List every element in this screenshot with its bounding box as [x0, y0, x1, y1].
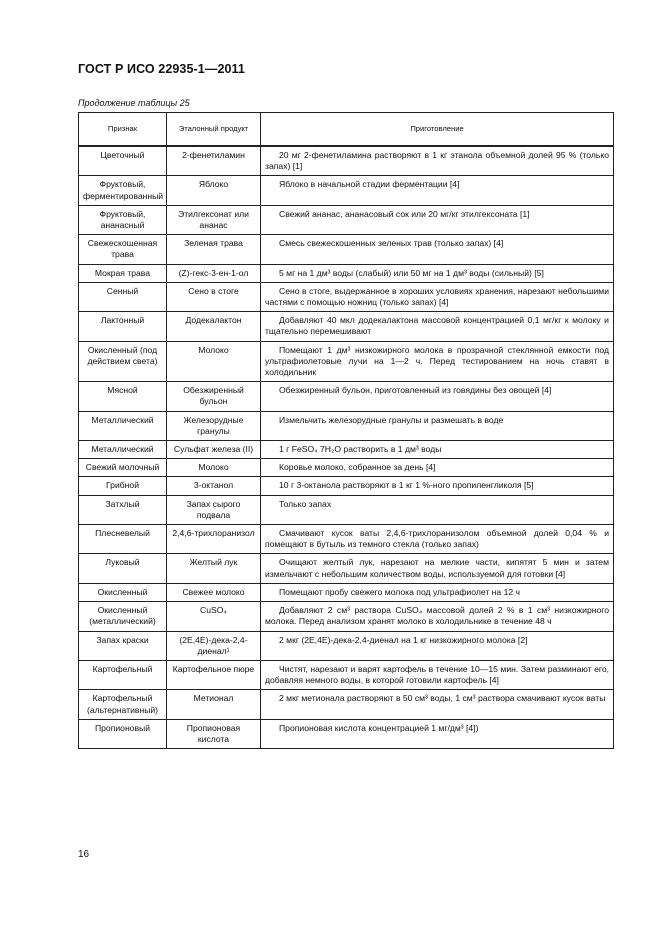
- preparation-cell: 2 мкг (2E,4E)-дека-2,4-диенал на 1 кг низкожирного молока [2]: [261, 631, 614, 660]
- reference-product-cell: Запах сырого подвала: [167, 495, 261, 524]
- column-header-sign: Признак: [79, 113, 167, 147]
- reference-product-cell: Додекалактон: [167, 312, 261, 341]
- reference-product-cell: Метионал: [167, 690, 261, 719]
- column-header-reference: Эталонный продукт: [167, 113, 261, 147]
- table-row: [79, 495, 614, 524]
- reference-product-cell: Картофельное пюре: [167, 660, 261, 689]
- reference-product-cell: 2-фенетиламин: [167, 146, 261, 176]
- table-row: [79, 554, 614, 583]
- sign-cell: Окисленный (металлический): [79, 602, 167, 631]
- reference-product-cell: Железорудные гранулы: [167, 411, 261, 440]
- column-header-preparation: Приготовление: [261, 113, 614, 147]
- preparation-cell: Смесь свежескошенных зеленых трав (только запах) [4]: [261, 235, 614, 264]
- table-row: [79, 660, 614, 689]
- table-row: [79, 264, 614, 282]
- reference-product-cell: (2E,4E)-дека-2,4-диенал¹: [167, 631, 261, 660]
- sign-cell: Окисленный: [79, 583, 167, 601]
- preparation-cell: 2 мкг метионала растворяют в 50 см³ воды, 1 см³ раствора смачивают кусок ваты: [261, 690, 614, 719]
- reference-product-cell: CuSO₄: [167, 602, 261, 631]
- sign-cell: Затхлый: [79, 495, 167, 524]
- sensory-attributes-table: [78, 112, 614, 749]
- table-row: [79, 282, 614, 311]
- table-row: [79, 411, 614, 440]
- table-row: [79, 631, 614, 660]
- sign-cell: Картофельный: [79, 660, 167, 689]
- sign-cell: Фруктовый, ананасный: [79, 205, 167, 234]
- table-row: [79, 459, 614, 477]
- table-body: [79, 146, 614, 749]
- sign-cell: Лактонный: [79, 312, 167, 341]
- sign-cell: Плесневелый: [79, 525, 167, 554]
- table-caption: Продолжение таблицы 25: [78, 98, 190, 108]
- preparation-cell: 20 мг 2-фенетиламина растворяют в 1 кг этанола объемной долей 95 % (только запах) [1]: [261, 146, 614, 176]
- sign-cell: Фруктовый, ферментированный: [79, 176, 167, 205]
- preparation-cell: Чистят, нарезают и варят картофель в течение 10—15 мин. Затем разминают его, добавляя немного воды, в которой готовили картофель [4]: [261, 660, 614, 689]
- table-row: [79, 146, 614, 176]
- reference-product-cell: Зеленая трава: [167, 235, 261, 264]
- reference-product-cell: Желтый лук: [167, 554, 261, 583]
- sign-cell: Свежескошенная трава: [79, 235, 167, 264]
- sign-cell: Металлический: [79, 411, 167, 440]
- table-row: [79, 719, 614, 748]
- preparation-cell: Коровье молоко, собранное за день [4]: [261, 459, 614, 477]
- sign-cell: Мокрая трава: [79, 264, 167, 282]
- preparation-cell: Добавляют 40 мкл додекалактона массовой концентрацией 0,1 мг/кг к молоку и тщательно перемешивают: [261, 312, 614, 341]
- sign-cell: Пропионовый: [79, 719, 167, 748]
- table-row: [79, 235, 614, 264]
- preparation-cell: Помещают пробу свежего молока под ультрафиолет на 12 ч: [261, 583, 614, 601]
- reference-product-cell: Сульфат железа (II): [167, 441, 261, 459]
- preparation-cell: Смачивают кусок ваты 2,4,6-трихлоранизолом объемной долей 0,04 % и помещают в бутыль из темного стекла (только запах): [261, 525, 614, 554]
- reference-product-cell: Свежее молоко: [167, 583, 261, 601]
- sign-cell: Запах краски: [79, 631, 167, 660]
- table-row: [79, 602, 614, 631]
- preparation-cell: 5 мг на 1 дм³ воды (слабый) или 50 мг на 1 дм³ воды (сильный) [5]: [261, 264, 614, 282]
- table-row: [79, 205, 614, 234]
- reference-product-cell: Этилгексонат или ананас: [167, 205, 261, 234]
- preparation-cell: Обезжиренный бульон, приготовленный из говядины без овощей [4]: [261, 382, 614, 411]
- table-row: [79, 176, 614, 205]
- preparation-cell: Очищают желтый лук, нарезают на мелкие части, кипятят 5 мин и затем измельчают с небольшим количеством воды, используемой для готовки [4]: [261, 554, 614, 583]
- reference-product-cell: Молоко: [167, 459, 261, 477]
- reference-product-cell: (Z)-гекс-3-ен-1-ол: [167, 264, 261, 282]
- reference-product-cell: 2,4,6-трихлоранизол: [167, 525, 261, 554]
- table-row: [79, 382, 614, 411]
- page-number: 16: [78, 849, 90, 860]
- table-row: [79, 441, 614, 459]
- sign-cell: Грибной: [79, 477, 167, 495]
- sign-cell: Луковый: [79, 554, 167, 583]
- preparation-cell: Добавляют 2 см³ раствора CuSO₄ массовой долей 2 % в 1 см³ низкожирного молока. Перед анализом хранят молоко в холодильнике в течение 48 ч: [261, 602, 614, 631]
- sign-cell: Картофельный (альтернативный): [79, 690, 167, 719]
- preparation-cell: Только запах: [261, 495, 614, 524]
- reference-product-cell: Обезжиренный бульон: [167, 382, 261, 411]
- reference-product-cell: Молоко: [167, 341, 261, 382]
- reference-product-cell: Пропионовая кислота: [167, 719, 261, 748]
- preparation-cell: Измельчить железорудные гранулы и размешать в воде: [261, 411, 614, 440]
- preparation-cell: Помещают 1 дм³ низкожирного молока в прозрачной стеклянной емкости под ультрафиолетовые лучи на 1—2 ч. Перед тестированием на ночь ставят в холодильник: [261, 341, 614, 382]
- preparation-cell: Яблоко в начальной стадии ферментации [4]: [261, 176, 614, 205]
- table-row: [79, 690, 614, 719]
- table-row: [79, 525, 614, 554]
- table-row: [79, 312, 614, 341]
- sign-cell: Мясной: [79, 382, 167, 411]
- preparation-cell: Свежий ананас, ананасовый сок или 20 мг/кг этилгексоната [1]: [261, 205, 614, 234]
- sign-cell: Цветочный: [79, 146, 167, 176]
- document-title: ГОСТ Р ИСО 22935-1—2011: [78, 62, 245, 76]
- sign-cell: Свежий молочный: [79, 459, 167, 477]
- sign-cell: Металлический: [79, 441, 167, 459]
- sign-cell: Окисленный (под действием света): [79, 341, 167, 382]
- reference-product-cell: Яблоко: [167, 176, 261, 205]
- sign-cell: Сенный: [79, 282, 167, 311]
- reference-product-cell: Сено в стоге: [167, 282, 261, 311]
- preparation-cell: Сено в стоге, выдержанное в хороших условиях хранения, нарезают небольшими частями с помощью ножниц (только запах) [4]: [261, 282, 614, 311]
- preparation-cell: 10 г 3-октанола растворяют в 1 кг 1 %-ного пропиленгликоля [5]: [261, 477, 614, 495]
- table-header-row: [79, 113, 614, 147]
- preparation-cell: 1 г FeSO₄ 7H₂O растворить в 1 дм³ воды: [261, 441, 614, 459]
- table-row: [79, 341, 614, 382]
- reference-product-cell: 3-октанол: [167, 477, 261, 495]
- table-row: [79, 583, 614, 601]
- preparation-cell: Пропионовая кислота концентрацией 1 мг/дм³ [4]): [261, 719, 614, 748]
- table-row: [79, 477, 614, 495]
